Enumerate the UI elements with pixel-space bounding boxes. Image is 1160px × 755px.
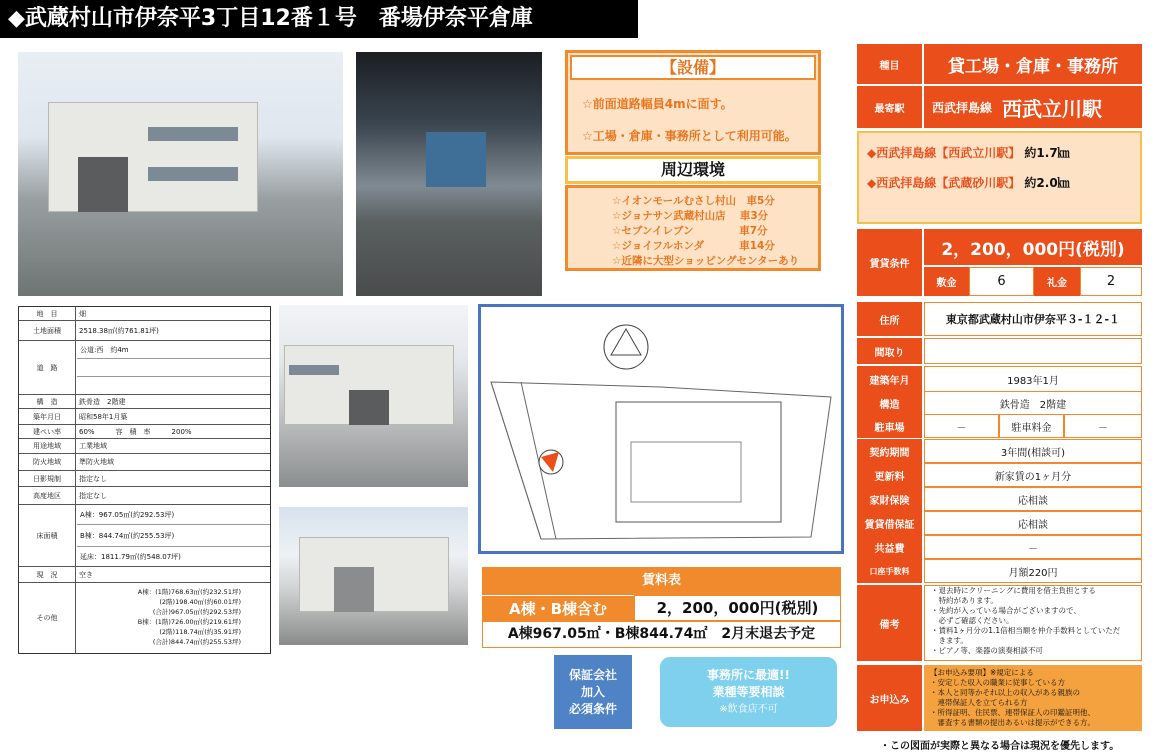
- office-note: ※飲食店不可: [719, 703, 778, 715]
- site-map: [478, 304, 844, 554]
- spec-value: 指定なし: [79, 491, 107, 500]
- spec-other-line: (合計)967.05㎡(約292.53坪): [152, 608, 241, 616]
- guarantee-badge: [554, 655, 632, 729]
- spec-key: 道 路: [19, 341, 76, 394]
- note-line: 必ずご確認ください。: [931, 616, 1014, 625]
- spec-value: 公道:西 約4m: [77, 341, 270, 359]
- note-line: ・ピアノ等、楽器の演奏相談不可: [931, 646, 1043, 655]
- spec-floor-a: A棟：967.05㎡(約292.53坪): [77, 505, 270, 525]
- site-map-drawing: [481, 307, 841, 551]
- exterior-photo-main: [18, 52, 343, 296]
- spec-other-line: A棟：(1階)768.63㎡(約232.51坪): [137, 588, 241, 596]
- spec-key: 床面積: [19, 505, 76, 566]
- station-name: 西武立川駅: [1002, 96, 1103, 121]
- exterior-photo-side: [279, 305, 468, 487]
- address-label: 住所: [857, 302, 922, 336]
- interior-photo: [356, 52, 542, 296]
- apply-line: ・安定した収入の職業に従事している方: [930, 678, 1065, 687]
- rent-price: 2，200，000円(税別): [634, 595, 841, 621]
- spec-value: 2518.38㎡(約761.81坪): [79, 326, 159, 335]
- equipment-heading: 【設備】: [570, 55, 816, 80]
- note-line: きます。: [931, 636, 968, 645]
- apply-line: ・本人と同等かそれ以上の収入がある親族の: [930, 688, 1080, 697]
- spec-floor-b: B棟：844.74㎡(約255.53坪): [77, 525, 270, 547]
- spec-value: 昭和58年1月築: [79, 412, 128, 421]
- environment-item: ☆近隣に大型ショッピングセンターあり: [612, 255, 800, 267]
- equipment-item: ☆前面道路幅員4mに面す。: [582, 97, 733, 111]
- station-distance: 約2.0㎞: [1024, 176, 1070, 190]
- parking-label: 駐車場: [857, 414, 922, 438]
- contract-value: 3年間(相談可): [924, 439, 1142, 463]
- station-label: 最寄駅: [857, 86, 922, 128]
- rent-area: A棟967.05㎡・B棟844.74㎡ 2月末退去予定: [482, 621, 841, 648]
- station-line: 西武拝島線: [932, 100, 993, 115]
- spec-value: 空き: [79, 570, 93, 579]
- apply-line: 連帯保証人を立てられる方: [930, 698, 1028, 707]
- note-line: 特約があります。: [931, 596, 998, 605]
- page-title: ◆武蔵村山市伊奈平3丁目12番１号 番場伊奈平倉庫: [0, 0, 638, 38]
- parking-value: －: [924, 414, 999, 438]
- spec-key: 現 況: [19, 567, 76, 582]
- deposit-value: 6: [969, 267, 1034, 296]
- account-fee-value: 月額220円: [924, 559, 1142, 583]
- common-fee-value: －: [924, 535, 1142, 559]
- spec-key: 地 目: [19, 307, 76, 320]
- notes-label: 備考: [857, 585, 922, 661]
- key-money-value: 2: [1080, 267, 1142, 296]
- equipment-box: [565, 50, 821, 155]
- structure-label: 構造: [857, 391, 922, 415]
- type-value: 貸工場・倉庫・事務所: [924, 44, 1142, 84]
- station-list: [857, 131, 1142, 224]
- spec-key: 構 造: [19, 395, 76, 408]
- spec-key: 築年月日: [19, 409, 76, 424]
- rent-table-heading: 賃料表: [482, 567, 841, 595]
- contract-label: 契約期間: [857, 439, 922, 463]
- built-value: 1983年1月: [924, 366, 1142, 392]
- spec-floor-total: 延床：1811.79㎡(約548.07坪): [80, 552, 181, 561]
- layout-label: 間取り: [857, 338, 922, 364]
- note-line: ・賃料1ヶ月分の1.1倍相当額を仲介手数料としていただ: [931, 626, 1121, 635]
- rent-condition-value: 2，200，000円(税別): [924, 229, 1142, 265]
- spec-value: 準防火地域: [79, 458, 114, 466]
- station-item: ◆西武拝島線【西武立川駅】: [867, 146, 1021, 160]
- property-spec-table: [18, 306, 271, 654]
- guarantor-label: 賃貸借保証: [857, 511, 922, 535]
- spec-value: 60% 容 積 率 200%: [79, 427, 192, 436]
- spec-other-line: (2階)198.40㎡(約60.01坪): [159, 598, 241, 606]
- spec-key: 日影規制: [19, 471, 76, 486]
- rent-building-label: A棟・B棟含む: [482, 595, 634, 621]
- spec-other-line: (2階)118.74㎡(約35.91坪): [159, 628, 241, 636]
- spec-other-line: (合計)844.74㎡(約255.53坪): [152, 638, 241, 646]
- environment-item: ☆ジョナサン武蔵村山店 車3分: [612, 210, 769, 222]
- type-label: 種目: [857, 44, 922, 84]
- spec-key: 土地面積: [19, 321, 76, 340]
- spec-value: 畑: [79, 309, 86, 318]
- note-line: ・先約が入っている場合がございますので、: [931, 606, 1081, 615]
- office-badge: [660, 657, 837, 727]
- built-label: 建築年月: [857, 366, 922, 392]
- footer-disclaimer: ・この図面が実際と異なる場合は現況を優先します。: [880, 741, 1120, 752]
- parking-fee-value: －: [1064, 414, 1142, 438]
- exterior-photo-front: [279, 507, 468, 645]
- station-distance: 約1.7㎞: [1024, 146, 1070, 160]
- account-fee-label: 口座手数料: [857, 559, 922, 583]
- common-fee-label: 共益費: [857, 535, 922, 559]
- layout-value: [924, 338, 1142, 364]
- spec-key: 高度地区: [19, 487, 76, 504]
- guarantor-value: 応相談: [924, 511, 1142, 535]
- apply-label: お申込み: [857, 665, 922, 731]
- spec-other-line: B棟：(1階)726.00㎡(約219.61坪): [137, 618, 241, 626]
- station-item: ◆西武拝島線【武蔵砂川駅】: [867, 176, 1021, 190]
- guarantee-line: 保証会社: [568, 667, 617, 682]
- spec-value: 工業地域: [79, 442, 107, 450]
- spec-key: その他: [19, 583, 76, 653]
- environment-item: ☆イオンモールむさし村山 車5分: [612, 195, 775, 207]
- equipment-item: ☆工場・倉庫・事務所として利用可能。: [582, 129, 797, 143]
- environment-item: ☆ジョイフルホンダ 車14分: [612, 240, 775, 252]
- notes-value: [924, 585, 1142, 661]
- structure-value: 鉄骨造 2階建: [924, 391, 1142, 415]
- office-line: 業種等要相談: [712, 684, 785, 699]
- spec-key: 建ぺい率: [19, 425, 76, 438]
- apply-requirements: [924, 665, 1142, 731]
- spec-key: 用途地域: [19, 439, 76, 453]
- environment-item: ☆セブンイレブン 車7分: [612, 225, 768, 237]
- parking-fee-label: 駐車料金: [999, 414, 1064, 438]
- address-value: 東京都武蔵村山市伊奈平３-１２-１: [924, 302, 1142, 336]
- insurance-label: 家財保険: [857, 487, 922, 511]
- apply-line: 【お申込み要項】※規定による: [930, 668, 1034, 677]
- renewal-label: 更新料: [857, 463, 922, 487]
- deposit-label: 敷金: [924, 267, 969, 296]
- environment-box: [565, 185, 821, 271]
- spec-key: 防火地域: [19, 454, 76, 470]
- guarantee-line: 必須条件: [568, 701, 617, 716]
- apply-line: ・所得証明、住民票、連帯保証人の印鑑証明他、: [930, 708, 1095, 717]
- rent-condition-label: 賃貸条件: [857, 229, 922, 296]
- guarantee-line: 加入: [580, 684, 605, 699]
- spec-value: 鉄骨造 2階建: [79, 397, 126, 406]
- insurance-value: 応相談: [924, 487, 1142, 511]
- key-money-label: 礼金: [1034, 267, 1080, 296]
- office-line: 事務所に最適!!: [707, 667, 790, 682]
- spec-value: 指定なし: [79, 474, 107, 483]
- renewal-value: 新家賃の1ヶ月分: [924, 463, 1142, 487]
- apply-line: 審査する書類の提出あるいは提示ができる方。: [930, 718, 1095, 727]
- note-line: ・退去時にクリーニングに費用を借主負担とする: [931, 586, 1096, 595]
- station-value: [924, 86, 1142, 128]
- environment-heading: 周辺環境: [565, 156, 821, 184]
